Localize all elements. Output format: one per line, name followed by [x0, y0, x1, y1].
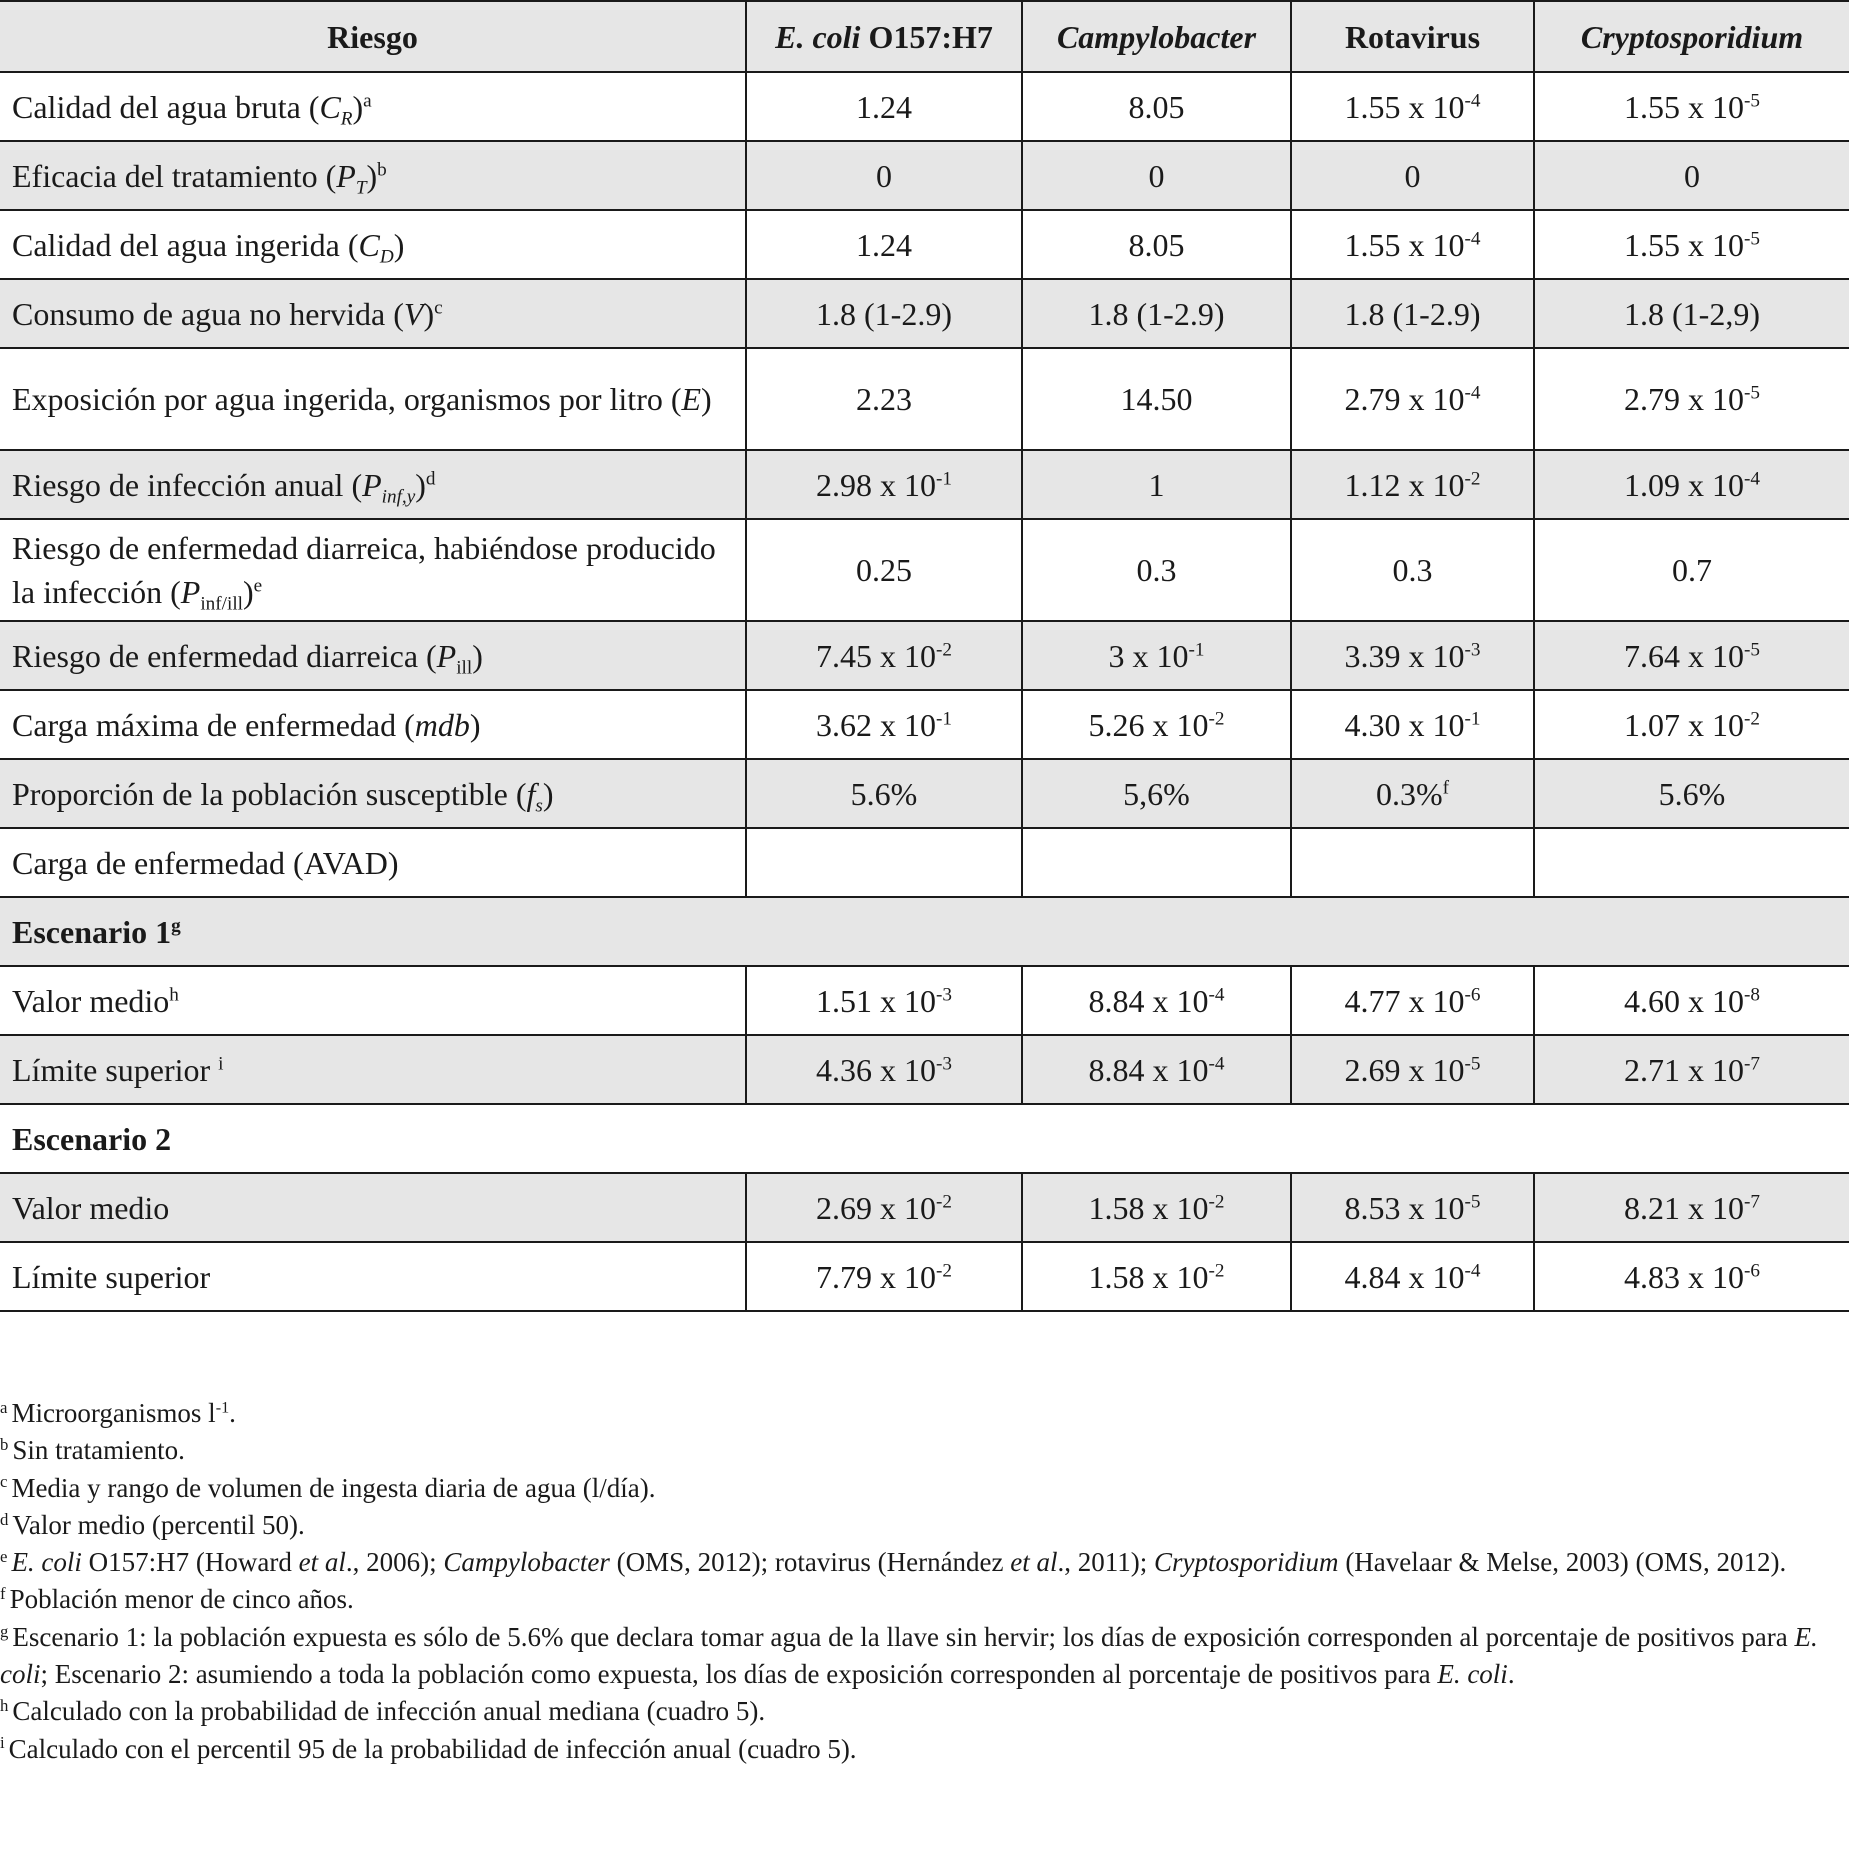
- value-mantissa: 1.58 x 10: [1088, 1258, 1209, 1295]
- value-cell: [1534, 1242, 1849, 1311]
- value-cell: [1022, 519, 1291, 621]
- row-close-paren: ): [701, 381, 712, 417]
- scenario1-title-cell: [0, 897, 1849, 966]
- value-mantissa: 5.6%: [1658, 775, 1726, 812]
- value-mantissa: 1.8 (1-2,9): [1624, 295, 1760, 332]
- row-label: [0, 1035, 746, 1104]
- value-cell: [1291, 828, 1534, 897]
- value-cell: [1022, 210, 1291, 279]
- row-label-text: Carga máxima de enfermedad (: [12, 706, 415, 743]
- value-mantissa: 1.55 x 10: [1624, 226, 1744, 263]
- value-exponent: -5: [1744, 227, 1760, 249]
- table-row: [0, 1035, 1849, 1104]
- footnote-text: .: [229, 1398, 236, 1428]
- value-mantissa: 8.05: [1128, 88, 1185, 125]
- footnote-text: ., 2006);: [345, 1547, 444, 1578]
- row-close-paren: ): [415, 466, 426, 503]
- value-mantissa: 1: [1148, 466, 1165, 503]
- value-cell: [1291, 210, 1534, 279]
- footnote-marker: c: [434, 296, 443, 318]
- value-cell: [746, 141, 1022, 210]
- value-mantissa: 1.07 x 10: [1624, 706, 1744, 743]
- footnote-marker: c: [0, 1472, 8, 1492]
- value-exponent: -5: [1744, 382, 1760, 404]
- value-cell: [746, 759, 1022, 828]
- footnote-text: et al: [298, 1547, 346, 1578]
- table-row: [0, 690, 1849, 759]
- row-symbol: P: [436, 637, 457, 674]
- value-exponent: -2: [1464, 467, 1481, 489]
- row-label: [0, 519, 746, 621]
- footnote-text: Cryptosporidium: [1154, 1547, 1339, 1578]
- value-mantissa: 4.83 x 10: [1624, 1258, 1744, 1295]
- table-row: [0, 348, 1849, 450]
- row-label-text: Límite superior: [12, 1051, 219, 1088]
- value-cell: [746, 450, 1022, 519]
- row-label: [0, 1173, 746, 1242]
- row-close-paren: ): [352, 88, 364, 125]
- footnote-marker: b: [0, 1435, 9, 1455]
- value-mantissa: 0: [1684, 157, 1700, 194]
- value-mantissa: 0: [876, 157, 892, 194]
- value-cell: [1291, 348, 1534, 450]
- value-cell: [746, 1173, 1022, 1242]
- row-label-text: Proporción de la población susceptible (: [12, 775, 527, 812]
- row-label-text: Valor medio: [12, 1189, 170, 1226]
- value-exponent: -5: [1744, 89, 1760, 111]
- value-cell: [1534, 450, 1849, 519]
- value-exponent: -7: [1744, 1052, 1760, 1074]
- footnote-marker: a: [363, 89, 372, 111]
- footnote: [0, 1619, 1849, 1694]
- table-row: [0, 1242, 1849, 1311]
- row-symbol-subscript: s: [535, 795, 543, 817]
- value-exponent: -2: [1744, 707, 1760, 729]
- header-row: [0, 1, 1849, 72]
- row-symbol: V: [403, 295, 424, 332]
- row-symbol: mdb: [414, 706, 470, 743]
- footnote-text: Microorganismos l: [11, 1398, 216, 1428]
- footnote-marker: e: [0, 1546, 8, 1566]
- footnote-text: ; Escenario 2: asumiendo a toda la población como expuesta, los días de exposición corresponden al porcentaje de positivos para: [40, 1659, 1438, 1690]
- value-mantissa: 1.8 (1-2.9): [816, 295, 952, 332]
- row-close-paren: ): [472, 637, 483, 674]
- value-cell: [1022, 690, 1291, 759]
- row-label: [0, 759, 746, 828]
- row-symbol: P: [180, 574, 201, 610]
- footnote-marker: b: [377, 158, 387, 180]
- value-cell: [1534, 966, 1849, 1035]
- value-exponent: -6: [1744, 1259, 1760, 1281]
- value-exponent: -1: [936, 467, 952, 489]
- header-cryptosporidium: Cryptosporidium: [1534, 1, 1849, 72]
- row-close-paren: ): [366, 157, 378, 194]
- footnote: [0, 1432, 1849, 1469]
- value-mantissa: 0.3: [1136, 552, 1177, 588]
- table-row: [0, 450, 1849, 519]
- footnote-text: E. coli: [0, 1621, 1818, 1690]
- row-label: [0, 279, 746, 348]
- footnote: [0, 1507, 1849, 1544]
- row-label: [0, 828, 746, 897]
- footnote-marker: d: [425, 467, 436, 489]
- footnote-text: (OMS, 2012); rotavirus (Hernández: [609, 1547, 1011, 1578]
- value-cell: [1291, 1242, 1534, 1311]
- value-cell: [1022, 759, 1291, 828]
- value-mantissa: 1.55 x 10: [1344, 88, 1465, 125]
- value-exponent: -3: [936, 983, 952, 1005]
- value-exponent: -5: [1744, 638, 1760, 660]
- footnote-text: Sin tratamiento.: [12, 1435, 185, 1466]
- footnote: [0, 1693, 1849, 1730]
- row-label: [0, 72, 746, 141]
- value-exponent: -2: [1208, 1190, 1225, 1212]
- footnote-text: O157:H7 (Howard: [81, 1547, 299, 1578]
- row-label-text: Eficacia del tratamiento (: [12, 157, 337, 194]
- value-mantissa: 2.98 x 10: [816, 466, 936, 503]
- row-symbol-subscript: D: [379, 246, 394, 268]
- value-mantissa: 7.64 x 10: [1624, 637, 1744, 674]
- row-label-text: Valor medio: [12, 982, 170, 1019]
- value-exponent: -6: [1464, 983, 1481, 1005]
- footnote-marker: h: [169, 983, 179, 1005]
- value-mantissa: 0.7: [1672, 552, 1712, 588]
- row-symbol-subscript: ill: [456, 657, 473, 679]
- value-mantissa: 3 x 10: [1108, 637, 1189, 674]
- footnote-text: Escenario 1: la población expuesta es sólo de 5.6% que declara tomar agua de la llave sin hervir; los días de exposición corresponden al porcentaje de positivos para: [12, 1621, 1795, 1652]
- row-symbol-subscript: R: [340, 108, 353, 130]
- value-exponent: -8: [1744, 983, 1760, 1005]
- footnote-text: -1: [215, 1398, 230, 1417]
- value-cell: [1534, 690, 1849, 759]
- value-mantissa: 3.62 x 10: [816, 706, 936, 743]
- value-exponent: -1: [1464, 707, 1481, 729]
- table-row: [0, 1173, 1849, 1242]
- row-label-text: Exposición por agua ingerida, organismos por litro (: [12, 381, 682, 417]
- value-exponent: -4: [1208, 1052, 1225, 1074]
- value-cell: [746, 72, 1022, 141]
- value-cell: [1291, 621, 1534, 690]
- footnote: [0, 1395, 1849, 1432]
- footnote: [0, 1470, 1849, 1507]
- table-row: [0, 72, 1849, 141]
- value-cell: [1291, 141, 1534, 210]
- value-cell: [1022, 72, 1291, 141]
- value-exponent: -4: [1208, 983, 1225, 1005]
- row-close-paren: ): [393, 226, 405, 263]
- footnote: [0, 1581, 1849, 1618]
- value-cell: [1291, 690, 1534, 759]
- header-ecoli-genus: E. coli: [775, 18, 861, 55]
- row-close-paren: ): [242, 574, 254, 610]
- value-mantissa: 0.3: [1392, 552, 1433, 588]
- value-cell: [746, 519, 1022, 621]
- footnote-text: Campylobacter: [443, 1547, 610, 1578]
- row-symbol: P: [362, 466, 382, 503]
- footnote-marker: i: [0, 1733, 5, 1753]
- table-row: [0, 279, 1849, 348]
- value-exponent: -4: [1464, 382, 1481, 404]
- table-row: [0, 519, 1849, 621]
- scenario1-title: Escenario 1: [12, 913, 172, 950]
- table-row: [0, 966, 1849, 1035]
- value-mantissa: 1.58 x 10: [1088, 1189, 1209, 1226]
- row-label-text: Riesgo de infección anual (: [12, 466, 363, 503]
- footnote-text: E. coli: [11, 1547, 82, 1578]
- value-cell: [746, 966, 1022, 1035]
- value-exponent: -3: [936, 1052, 952, 1074]
- scenario2-heading: [0, 1104, 1849, 1173]
- footnote-text: (Havelaar & Melse, 2003) (OMS, 2012).: [1338, 1547, 1787, 1578]
- footnote-text: Valor medio (percentil 50).: [12, 1509, 305, 1540]
- value-cell: [1534, 759, 1849, 828]
- scenario2-title-cell: [0, 1104, 1849, 1173]
- row-symbol-subscript: T: [355, 177, 367, 199]
- footnote-text: .: [1507, 1659, 1515, 1690]
- footnote: [0, 1731, 1849, 1768]
- value-mantissa: 1.51 x 10: [816, 982, 936, 1019]
- row-symbol: C: [358, 226, 380, 263]
- value-mantissa: 1.55 x 10: [1344, 226, 1465, 263]
- value-mantissa: 0.3%: [1375, 775, 1443, 812]
- value-mantissa: 1.09 x 10: [1624, 466, 1744, 503]
- value-mantissa: 7.79 x 10: [816, 1258, 936, 1295]
- value-exponent: -4: [1464, 89, 1481, 111]
- row-label: [0, 141, 746, 210]
- footnote-text: et al: [1010, 1547, 1058, 1578]
- row-label: [0, 1242, 746, 1311]
- value-cell: [1291, 759, 1534, 828]
- footnote-marker: f: [0, 1584, 6, 1604]
- value-mantissa: 0: [1148, 157, 1165, 194]
- value-exponent: -2: [936, 1190, 952, 1212]
- value-cell: [1022, 450, 1291, 519]
- value-cell: [1534, 141, 1849, 210]
- value-mantissa: 4.84 x 10: [1344, 1258, 1465, 1295]
- value-cell: [1022, 141, 1291, 210]
- value-exponent: -3: [1464, 638, 1481, 660]
- header-campylobacter: Campylobacter: [1022, 1, 1291, 72]
- value-mantissa: 2.69 x 10: [1344, 1051, 1465, 1088]
- row-symbol-subscript: inf,y: [381, 486, 416, 508]
- row-symbol: E: [681, 381, 702, 417]
- value-cell: [1534, 72, 1849, 141]
- value-mantissa: 7.45 x 10: [816, 637, 936, 674]
- value-mantissa: 14.50: [1120, 381, 1193, 417]
- header-riesgo: Riesgo: [0, 1, 746, 72]
- row-close-paren: ): [469, 706, 481, 743]
- footnote-text: Población menor de cinco años.: [9, 1584, 354, 1615]
- value-mantissa: 8.84 x 10: [1088, 1051, 1209, 1088]
- value-cell: [1022, 1173, 1291, 1242]
- value-cell: [1291, 279, 1534, 348]
- row-close-paren: ): [542, 775, 554, 812]
- value-cell: [1022, 966, 1291, 1035]
- footnotes: [0, 1395, 1849, 1768]
- header-ecoli: E. coli O157:H7: [746, 1, 1022, 72]
- value-exponent: -2: [936, 638, 952, 660]
- value-cell: [1291, 1173, 1534, 1242]
- footnote-marker: g: [171, 914, 181, 936]
- row-label-text: Calidad del agua bruta (: [12, 88, 320, 125]
- value-mantissa: 4.30 x 10: [1344, 706, 1465, 743]
- value-exponent: -4: [1464, 227, 1481, 249]
- row-symbol-subscript: inf/ill: [200, 593, 243, 615]
- value-mantissa: 4.36 x 10: [816, 1051, 936, 1088]
- value-cell: [746, 1242, 1022, 1311]
- scenario1-heading: [0, 897, 1849, 966]
- row-label-text: Riesgo de enfermedad diarreica, habiéndose producido la infección (: [12, 530, 716, 610]
- value-cell: [1291, 450, 1534, 519]
- value-cell: [1291, 519, 1534, 621]
- value-cell: [746, 1035, 1022, 1104]
- value-cell: [746, 828, 1022, 897]
- footnote-text: Media y rango de volumen de ingesta diaria de agua (l/día).: [11, 1472, 656, 1503]
- value-mantissa: 1.24: [856, 88, 912, 125]
- table-row: [0, 141, 1849, 210]
- value-mantissa: 3.39 x 10: [1344, 637, 1465, 674]
- value-cell: [1022, 621, 1291, 690]
- value-exponent: -5: [1464, 1052, 1481, 1074]
- value-mantissa: 8.05: [1128, 226, 1185, 263]
- value-mantissa: 4.77 x 10: [1344, 982, 1465, 1019]
- value-mantissa: 8.53 x 10: [1344, 1189, 1465, 1226]
- row-label-text: Riesgo de enfermedad diarreica (: [12, 637, 437, 674]
- value-cell: [1291, 966, 1534, 1035]
- value-mantissa: 8.84 x 10: [1088, 982, 1209, 1019]
- row-symbol: P: [336, 157, 356, 194]
- footnote-text: E. coli: [1437, 1659, 1508, 1690]
- table-row: [0, 828, 1849, 897]
- value-exponent: -4: [1464, 1259, 1481, 1281]
- value-cell: [746, 210, 1022, 279]
- value-cell: [1022, 279, 1291, 348]
- value-cell: [1022, 828, 1291, 897]
- footnote-marker: g: [0, 1621, 9, 1641]
- footnote-marker: d: [0, 1509, 9, 1529]
- table-row: [0, 210, 1849, 279]
- row-label: [0, 690, 746, 759]
- value-cell: [1534, 1035, 1849, 1104]
- value-exponent: -7: [1744, 1190, 1760, 1212]
- row-label: [0, 210, 746, 279]
- value-mantissa: 5.6%: [850, 775, 918, 812]
- value-cell: [1022, 1242, 1291, 1311]
- row-label-text: Calidad del agua ingerida (: [12, 226, 359, 263]
- footnote-marker: a: [0, 1397, 8, 1417]
- value-cell: [1291, 1035, 1534, 1104]
- value-exponent: -1: [936, 707, 952, 729]
- value-mantissa: 2.69 x 10: [816, 1189, 936, 1226]
- row-label: [0, 348, 746, 450]
- value-exponent: -1: [1188, 638, 1205, 660]
- value-cell: [1534, 348, 1849, 450]
- value-mantissa: 0.25: [856, 552, 912, 588]
- footnote-marker: h: [0, 1696, 9, 1716]
- value-cell: [1534, 1173, 1849, 1242]
- value-mantissa: 4.60 x 10: [1624, 982, 1744, 1019]
- value-exponent: -2: [936, 1259, 952, 1281]
- value-mantissa: 8.21 x 10: [1624, 1189, 1744, 1226]
- value-mantissa: 1.24: [856, 226, 912, 263]
- value-exponent: -5: [1464, 1190, 1481, 1212]
- row-label-text: Carga de enfermedad (AVAD): [12, 844, 399, 881]
- value-mantissa: 1.8 (1-2.9): [1344, 295, 1481, 332]
- value-cell: [746, 690, 1022, 759]
- value-mantissa: 1.8 (1-2.9): [1088, 295, 1225, 332]
- value-cell: [1022, 348, 1291, 450]
- row-label: [0, 450, 746, 519]
- row-symbol: C: [319, 88, 341, 125]
- value-mantissa: 5.26 x 10: [1088, 706, 1209, 743]
- value-mantissa: 2.79 x 10: [1344, 381, 1465, 417]
- row-label: [0, 966, 746, 1035]
- row-symbol: f: [526, 775, 536, 812]
- value-exponent: f: [1442, 776, 1450, 798]
- value-mantissa: 2.79 x 10: [1624, 381, 1744, 417]
- value-mantissa: 2.71 x 10: [1624, 1051, 1744, 1088]
- value-cell: [746, 348, 1022, 450]
- value-mantissa: 0: [1404, 157, 1421, 194]
- table-row: [0, 759, 1849, 828]
- value-cell: [1022, 1035, 1291, 1104]
- value-cell: [1534, 519, 1849, 621]
- row-label: [0, 621, 746, 690]
- table-row: [0, 621, 1849, 690]
- value-mantissa: 1.55 x 10: [1624, 88, 1744, 125]
- value-cell: [1291, 72, 1534, 141]
- value-cell: [746, 621, 1022, 690]
- value-cell: [1534, 279, 1849, 348]
- value-mantissa: 5,6%: [1123, 775, 1190, 812]
- header-rotavirus: Rotavirus: [1291, 1, 1534, 72]
- value-cell: [1534, 621, 1849, 690]
- footnote-marker: i: [218, 1052, 224, 1074]
- footnote-marker: e: [253, 575, 263, 597]
- footnote-text: ., 2011);: [1057, 1547, 1155, 1578]
- footnote-text: Calculado con la probabilidad de infección anual mediana (cuadro 5).: [12, 1696, 766, 1727]
- row-label-text: Límite superior: [12, 1258, 211, 1295]
- row-label-text: Consumo de agua no hervida (: [12, 295, 404, 332]
- value-cell: [1534, 828, 1849, 897]
- value-cell: [746, 279, 1022, 348]
- value-mantissa: 1.12 x 10: [1344, 466, 1465, 503]
- value-mantissa: 2.23: [856, 381, 912, 417]
- footnote-text: Calculado con el percentil 95 de la probabilidad de infección anual (cuadro 5).: [8, 1733, 857, 1764]
- row-close-paren: ): [423, 295, 435, 332]
- value-exponent: -2: [1208, 1259, 1225, 1281]
- scenario2-title: Escenario 2: [12, 1120, 172, 1157]
- value-exponent: -2: [1208, 707, 1225, 729]
- value-cell: [1534, 210, 1849, 279]
- value-exponent: -4: [1744, 467, 1760, 489]
- footnote: [0, 1544, 1849, 1581]
